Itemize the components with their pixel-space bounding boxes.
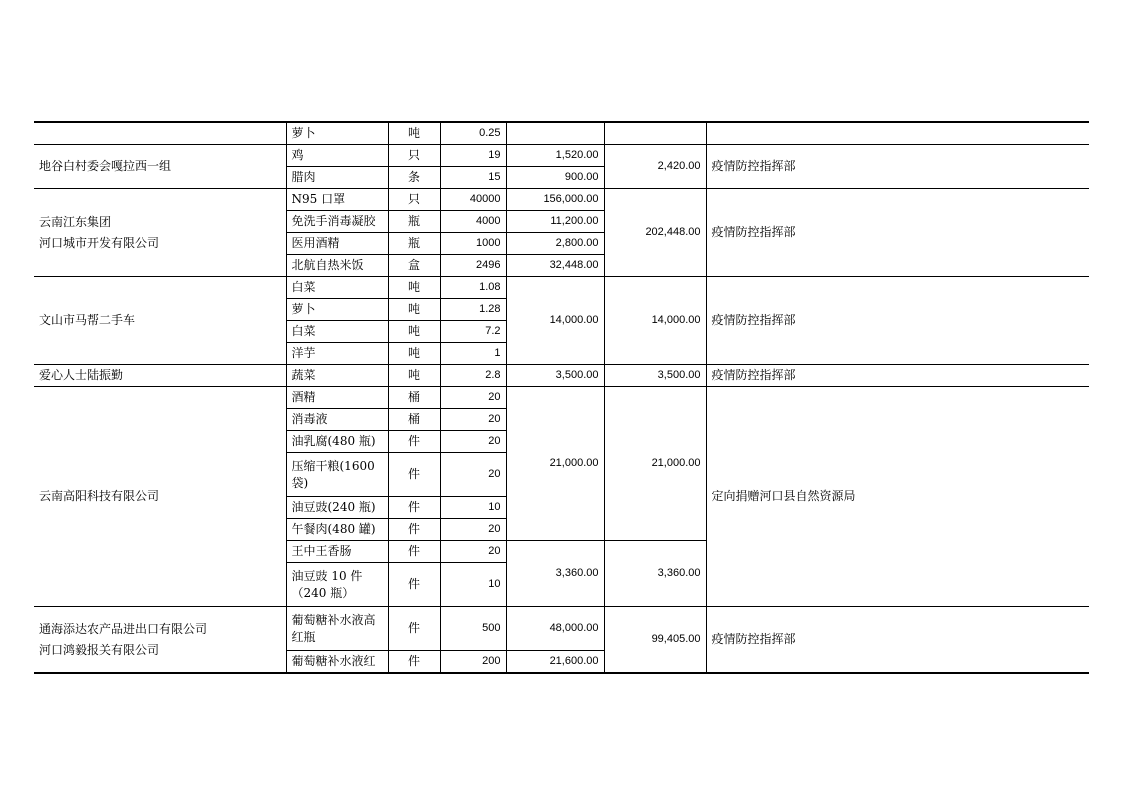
item-unit: 件 [388,497,440,519]
item-qty: 20 [440,387,506,409]
group-total: 14,000.00 [604,277,706,365]
item-amount: 3,500.00 [506,365,604,387]
item-qty: 10 [440,563,506,607]
table-row [34,277,1089,299]
donor-cell [34,277,286,365]
donor-name: 通海添达农产品进出口有限公司 [39,621,208,636]
item-name: 压缩干粮(1600 袋) [286,453,388,497]
donor-name: 河口鸿毅报关有限公司 [39,642,160,657]
group-total: 99,405.00 [604,607,706,674]
item-qty: 2.8 [440,365,506,387]
item-unit: 只 [388,145,440,167]
recipient-cell: 定向捐赠河口县自然资源局 [706,387,1089,607]
item-name: 北航自热米饭 [286,255,388,277]
donor-cell [34,145,286,189]
item-name: 白菜 [286,277,388,299]
item-qty: 1 [440,343,506,365]
group-total: 21,000.00 [604,387,706,541]
donor-cell [34,387,286,607]
item-qty: 20 [440,431,506,453]
item-unit: 瓶 [388,211,440,233]
donor-cell [34,189,286,277]
table-row [34,189,1089,211]
item-name: 午餐肉(480 罐) [286,519,388,541]
table-row [34,122,1089,145]
item-amount: 156,000.00 [506,189,604,211]
item-unit: 吨 [388,122,440,145]
donor-name: 地谷白村委会嘎拉西一组 [39,159,172,173]
item-amount: 900.00 [506,167,604,189]
item-qty: 2496 [440,255,506,277]
item-name: 免洗手消毒凝胶 [286,211,388,233]
item-unit: 桶 [388,409,440,431]
item-name: 葡萄糖补水液红 [286,651,388,674]
group-total: 2,420.00 [604,145,706,189]
item-amount: 2,800.00 [506,233,604,255]
item-qty: 1.08 [440,277,506,299]
item-unit: 吨 [388,277,440,299]
item-unit: 件 [388,453,440,497]
item-qty: 20 [440,453,506,497]
donor-name: 云南江东集团 [39,214,112,229]
item-name: N95 口罩 [286,189,388,211]
item-qty: 7.2 [440,321,506,343]
item-name: 王中王香肠 [286,541,388,563]
donor-name: 爱心人士陆振勤 [39,368,124,382]
item-unit: 件 [388,607,440,651]
item-name: 萝卜 [286,299,388,321]
item-amount: 14,000.00 [506,277,604,365]
item-unit: 件 [388,563,440,607]
recipient-cell: 疫情防控指挥部 [706,607,1089,674]
item-qty: 4000 [440,211,506,233]
item-amount: 21,600.00 [506,651,604,674]
item-amount: 3,360.00 [506,541,604,607]
item-amount: 11,200.00 [506,211,604,233]
item-unit: 盒 [388,255,440,277]
item-name: 葡萄糖补水液高红瓶 [286,607,388,651]
item-name: 萝卜 [286,122,388,145]
item-unit: 吨 [388,365,440,387]
item-unit: 瓶 [388,233,440,255]
donation-table [34,121,1089,674]
item-unit: 只 [388,189,440,211]
recipient-cell [706,122,1089,145]
item-amount: 21,000.00 [506,387,604,541]
item-qty: 15 [440,167,506,189]
group-total: 202,448.00 [604,189,706,277]
table-row [34,607,1089,651]
item-unit: 条 [388,167,440,189]
item-qty: 0.25 [440,122,506,145]
item-qty: 1.28 [440,299,506,321]
donor-name: 云南高阳科技有限公司 [39,489,160,503]
item-qty: 40000 [440,189,506,211]
item-unit: 件 [388,541,440,563]
item-name: 洋芋 [286,343,388,365]
item-name: 蔬菜 [286,365,388,387]
item-unit: 吨 [388,321,440,343]
donor-cell [34,607,286,674]
item-unit: 吨 [388,343,440,365]
item-name: 油乳腐(480 瓶) [286,431,388,453]
item-name: 腊肉 [286,167,388,189]
table-row [34,145,1089,167]
item-amount: 1,520.00 [506,145,604,167]
group-total [604,122,706,145]
item-qty: 200 [440,651,506,674]
item-name: 消毒液 [286,409,388,431]
item-qty: 20 [440,519,506,541]
item-name: 油豆豉(240 瓶) [286,497,388,519]
donor-name: 河口城市开发有限公司 [39,235,160,250]
donor-name: 文山市马帮二手车 [39,313,136,327]
item-name: 酒精 [286,387,388,409]
item-unit: 件 [388,651,440,674]
item-amount: 48,000.00 [506,607,604,651]
recipient-cell: 疫情防控指挥部 [706,189,1089,277]
donor-cell [34,365,286,387]
item-qty: 20 [440,409,506,431]
table-row [34,365,1089,387]
item-name: 鸡 [286,145,388,167]
item-qty: 1000 [440,233,506,255]
item-unit: 桶 [388,387,440,409]
item-amount: 32,448.00 [506,255,604,277]
recipient-cell: 疫情防控指挥部 [706,277,1089,365]
donor-cell [34,122,286,145]
group-total: 3,500.00 [604,365,706,387]
recipient-cell: 疫情防控指挥部 [706,365,1089,387]
item-name: 油豆豉 10 件（240 瓶） [286,563,388,607]
item-qty: 19 [440,145,506,167]
item-name: 白菜 [286,321,388,343]
table-row [34,387,1089,409]
item-unit: 件 [388,519,440,541]
group-total: 3,360.00 [604,541,706,607]
item-unit: 吨 [388,299,440,321]
item-amount [506,122,604,145]
item-qty: 500 [440,607,506,651]
item-qty: 10 [440,497,506,519]
recipient-cell: 疫情防控指挥部 [706,145,1089,189]
item-name: 医用酒精 [286,233,388,255]
item-qty: 20 [440,541,506,563]
item-unit: 件 [388,431,440,453]
